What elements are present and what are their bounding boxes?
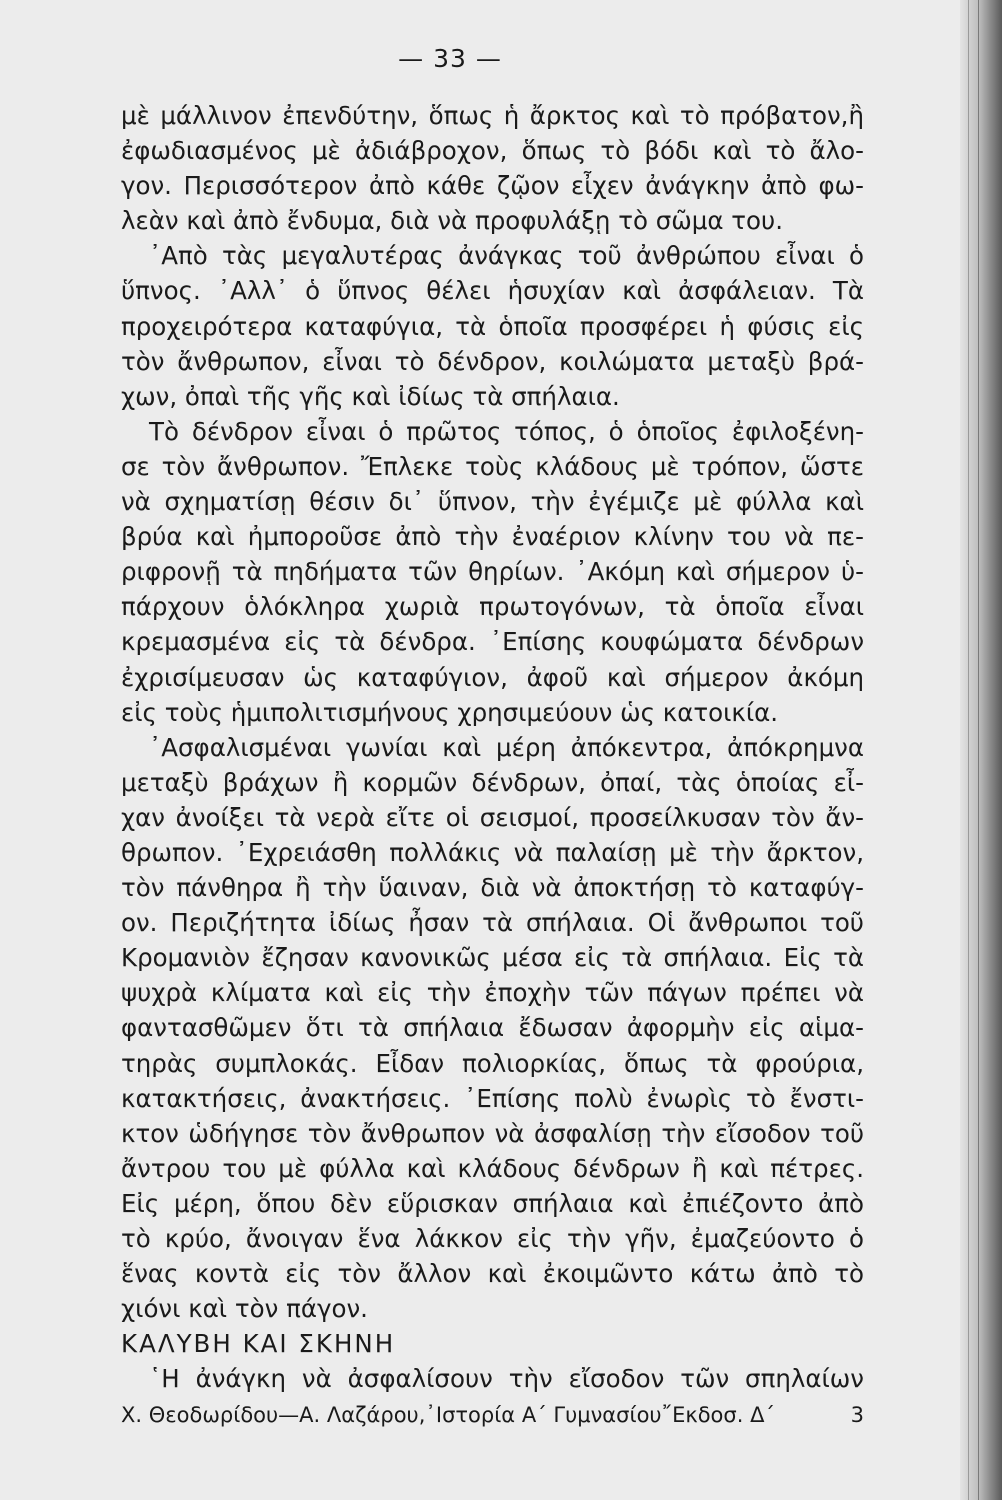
text-line: γον. Περισσότερον ἀπὸ κάθε ζῷον εἶχεν ἀνάγκην ἀπὸ φω- bbox=[121, 171, 864, 201]
page-number: — 33 — bbox=[398, 44, 502, 73]
text-line: χαν ἀνοίξει τὰ νερὰ εἴτε οἱ σεισμοί, προσείλκυσαν τὸν ἄν- bbox=[121, 802, 864, 832]
body-text bbox=[121, 98, 864, 1396]
text-line: ἐφωδιασμένος μὲ ἀδιάβροχον, ὅπως τὸ βόδι καὶ τὸ ἄλο- bbox=[121, 136, 864, 166]
text-line: προχειρότερα καταφύγια, τὰ ὁποῖα προσφέρει ἡ φύσις εἰς bbox=[121, 311, 864, 341]
text-line: σε τὸν ἄνθρωπον. Ἔπλεκε τοὺς κλάδους μὲ τρόπον, ὥστε bbox=[121, 451, 864, 481]
printer-signature: 3 bbox=[850, 1403, 864, 1427]
text-line: τὸ κρύο, ἄνοιγαν ἕνα λάκκον εἰς τὴν γῆν, ἐμαζεύοντο ὁ bbox=[121, 1224, 864, 1253]
text-line: μεταξὺ βράχων ἢ κορμῶν δένδρων, ὀπαί, τὰς ὁποίας εἶ- bbox=[121, 767, 864, 797]
text-line: ῾Η ἀνάγκη νὰ ἀσφαλίσουν τὴν εἴσοδον τῶν σπηλαίων bbox=[149, 1364, 864, 1394]
text-line: τηρὰς συμπλοκάς. Εἶδαν πολιορκίας, ὅπως τὰ φρούρια, bbox=[121, 1048, 864, 1078]
page-edge-shadow bbox=[960, 0, 1002, 1500]
text-line: κρεμασμένα εἰς τὰ δένδρα. ᾿Επίσης κουφώματα δένδρων bbox=[121, 627, 864, 657]
text-line: ἕνας κοντὰ εἰς τὸν ἄλλον καὶ ἐκοιμῶντο κάτω ἀπὸ τὸ bbox=[121, 1259, 864, 1289]
text-line: Τὸ δένδρον εἶναι ὁ πρῶτος τόπος, ὁ ὁποῖος ἐφιλοξένη- bbox=[149, 416, 864, 446]
text-line: ὕπνος. ᾿Αλλ᾿ ὁ ὕπνος θέλει ἡσυχίαν καὶ ἀσφάλειαν. Τὰ bbox=[121, 276, 864, 306]
text-line: μὲ μάλλινον ἐπενδύτην, ὅπως ἡ ἄρκτος καὶ τὸ πρόβατον,ἢ bbox=[121, 101, 864, 130]
text-line: ον. Περιζήτητα ἰδίως ἦσαν τὰ σπήλαια. Οἱ ἄνθρωποι τοῦ bbox=[121, 908, 864, 938]
text-line: ἐχρισίμευσαν ὡς καταφύγιον, ἀφοῦ καὶ σήμερον ἀκόμη bbox=[121, 662, 864, 692]
text-line: κτον ὡδήγησε τὸν ἄνθρωπον νὰ ἀσφαλίσῃ τὴν εἴσοδον τοῦ bbox=[121, 1118, 864, 1148]
text-line: ψυχρὰ κλίματα καὶ εἰς τὴν ἐποχὴν τῶν πάγων πρέπει νὰ bbox=[121, 978, 864, 1008]
text-line: χιόνι καὶ τὸν πάγον. bbox=[121, 1294, 368, 1324]
text-line: βρύα καὶ ἠμποροῦσε ἀπὸ τὴν ἐναέριον κλίνην του νὰ πε- bbox=[121, 522, 864, 552]
text-line: θρωπον. ᾿Εχρειάσθη πολλάκις νὰ παλαίσῃ μὲ τὴν ἄρκτον, bbox=[121, 837, 864, 867]
text-line: κατακτήσεις, ἀνακτήσεις. ᾿Επίσης πολὺ ἐνωρὶς τὸ ἔνστι- bbox=[121, 1083, 864, 1113]
text-line: ριφρονῇ τὰ πηδήματα τῶν θηρίων. ᾿Ακόμη καὶ σήμερον ὑ- bbox=[121, 557, 864, 587]
text-line: λεὰν καὶ ἀπὸ ἔνδυμα, διὰ νὰ προφυλάξῃ τὸ σῶμα του. bbox=[121, 206, 784, 236]
text-line: πάρχουν ὁλόκληρα χωριὰ πρωτογόνων, τὰ ὁποῖα εἶναι bbox=[121, 592, 864, 622]
footer bbox=[121, 1403, 864, 1427]
text-line: ᾿Απὸ τὰς μεγαλυτέρας ἀνάγκας τοῦ ἀνθρώπου εἶναι ὁ bbox=[149, 241, 864, 271]
text-line: φαντασθῶμεν ὅτι τὰ σπήλαια ἔδωσαν ἀφορμὴν εἰς αἱμα- bbox=[121, 1013, 864, 1043]
footer-citation: Χ. Θεοδωρίδου—Α. Λαζάρου,᾿Ιστορία Α΄ Γυμνασίου῎Εκδοσ. Δ΄ bbox=[121, 1403, 775, 1427]
section-heading: ΚΑΛΥΒΗ ΚΑΙ ΣΚΗΝΗ bbox=[121, 1329, 396, 1359]
text-line: νὰ σχηματίσῃ θέσιν δι᾿ ὕπνον, τὴν ἐγέμιζε μὲ φύλλα καὶ bbox=[121, 487, 864, 517]
text-line: τὸν πάνθηρα ἢ τὴν ὕαιναν, διὰ νὰ ἀποκτήσῃ τὸ καταφύγ- bbox=[121, 873, 864, 903]
text-line: χων, ὀπαὶ τῆς γῆς καὶ ἰδίως τὰ σπήλαια. bbox=[121, 381, 620, 411]
text-line: τὸν ἄνθρωπον, εἶναι τὸ δένδρον, κοιλώματα μεταξὺ βρά- bbox=[121, 346, 864, 376]
text-line: ἄντρου του μὲ φύλλα καὶ κλάδους δένδρων ἢ καὶ πέτρες. bbox=[121, 1153, 864, 1183]
text-line: Εἰς μέρη, ὅπου δὲν εὕρισκαν σπήλαια καὶ ἐπιέζοντο ἀπὸ bbox=[121, 1188, 864, 1218]
text-line: εἰς τοὺς ἡμιπολιτισμήνους χρησιμεύουν ὡς κατοικία. bbox=[121, 697, 779, 727]
text-line: Κρομανιὸν ἔζησαν κανονικῶς μέσα εἰς τὰ σπήλαια. Εἰς τὰ bbox=[121, 943, 864, 973]
text-line: ᾿Ασφαλισμέναι γωνίαι καὶ μέρη ἀπόκεντρα, ἀπόκρημνα bbox=[149, 732, 864, 762]
